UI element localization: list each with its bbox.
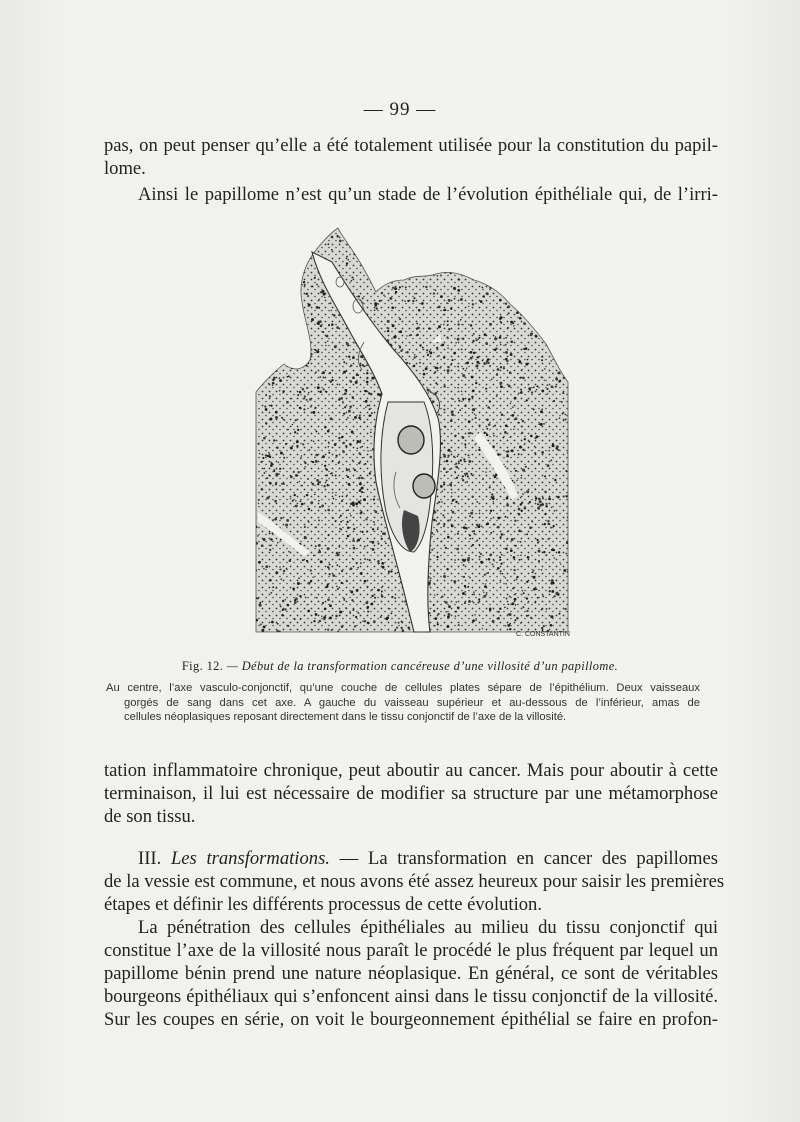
text-line: lome. (104, 158, 146, 179)
caption-line: cellules néoplasiques reposant directement dans le tissu conjonctif de l’axe de la villosité. (124, 711, 567, 723)
illustrator-signature: C. CONSTANTIN (516, 631, 570, 638)
last-paragraph (104, 916, 718, 1031)
histology-drawing (254, 222, 572, 642)
section-paragraph (104, 847, 725, 916)
text-line: bourgeons épithéliaux qui s’enfoncent ainsi dans le tissu conjonctif de la villosité. (104, 986, 718, 1007)
caption-line: gorgés de sang dans cet axe. A gauche du vaisseau supérieur et au-dessous de l’inférieur, amas de (124, 696, 700, 709)
text-line: de son tissu. (104, 806, 196, 827)
figure-label: Fig. 12. (181, 659, 224, 673)
section-text: — La transformation en cancer des papillomes (329, 848, 719, 869)
text-line: constitue l’axe de la villosité nous paraît le procédé le plus fréquent par lequel un (104, 940, 718, 961)
text-line: pas, on peut penser qu’elle a été totalement utilisée pour la constitution du papil- (104, 135, 718, 156)
figure-caption-title (0, 659, 800, 674)
text-line: étapes et définir les différents processus de cette évolution. (104, 894, 543, 915)
second-paragraph (104, 183, 718, 206)
page-number: — 99 — (363, 99, 437, 120)
text-line: La pénétration des cellules épithéliales au milieu du tissu conjonctif qui (138, 917, 718, 938)
blood-vessel-lower (413, 474, 435, 498)
text-line: papillome bénin prend une nature néoplasique. En général, ce sont de véritables (104, 963, 718, 984)
section-title: Les transformations. (170, 848, 330, 869)
blood-vessel-upper (398, 426, 424, 454)
text-line: terminaison, il lui est nécessaire de modifier sa structure par une métamorphose (104, 783, 718, 804)
continuation-paragraph (104, 759, 718, 828)
section-number: III. (138, 848, 162, 869)
caption-line: Au centre, l’axe vasculo-conjonctif, qu’une couche de cellules plates sépare de l’épithélium. Deux vaisseaux (106, 682, 700, 694)
top-paragraph (104, 134, 718, 180)
text-line: de la vessie est commune, et nous avons été assez heureux pour saisir les premières (104, 871, 725, 892)
text-line: Ainsi le papillome n’est qu’un stade de l’évolution épithéliale qui, de l’irri- (138, 184, 718, 205)
figure-caption-body (106, 681, 700, 725)
figure-title: — Début de la transformation cancéreuse d’une villosité d’un papillome. (223, 659, 619, 673)
figure-illustration (254, 222, 572, 642)
text-line: Sur les coupes en série, on voit le bourgeonnement épithélial se faire en profon- (104, 1009, 718, 1030)
text-line: tation inflammatoire chronique, peut aboutir au cancer. Mais pour aboutir à cette (104, 760, 718, 781)
section-heading-line (104, 847, 718, 870)
